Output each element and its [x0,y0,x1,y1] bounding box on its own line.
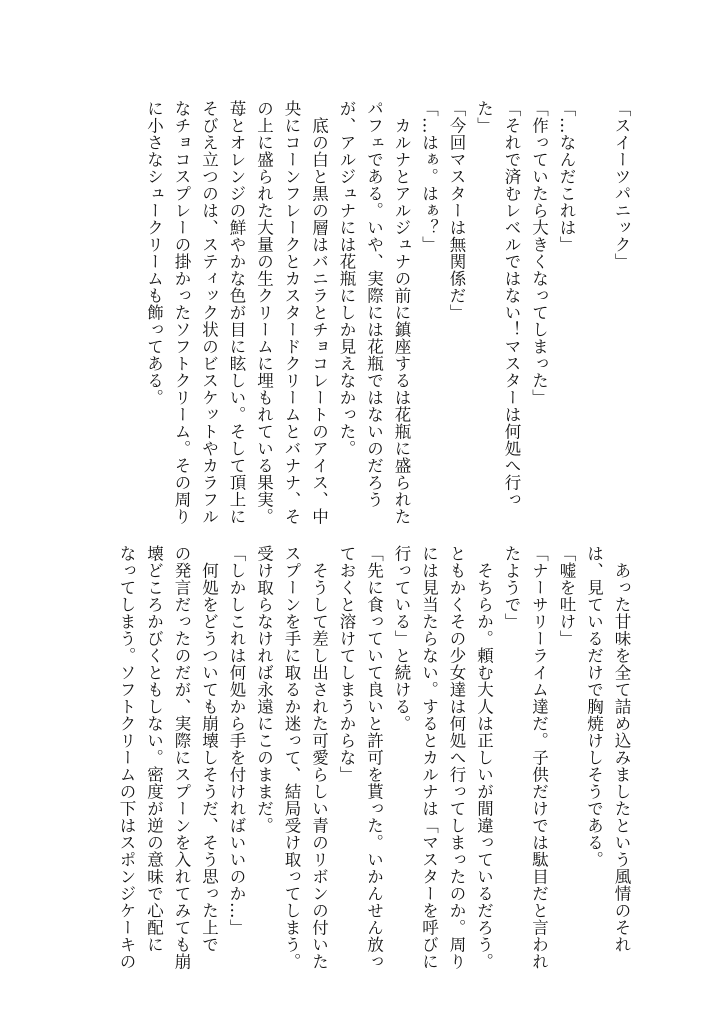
text-line: 行っている」と続ける。 [392,545,411,732]
text-line: が、アルジュナには花瓶にしか見えなかった。 [337,100,356,457]
text-line: 何処をどうついても崩壊しそうだ、そう思った上で [199,545,219,953]
text-block-top [135,100,635,525]
text-line: 「今回マスターは無関係だ」 [447,100,466,321]
text-line: ともかくその少女達は何処へ行ってしまったのか。周り [447,545,466,970]
text-line: 壊どころかびくともしない。密度が逆の意味で心配に [144,545,164,953]
text-line: 「…はぁ。はぁ？」 [419,100,439,253]
text-line: 底の白と黒の層はバニラとチョコレートのアイス、中 [309,100,329,525]
text-line: 「…なんだこれは」 [557,100,576,253]
text-line: は、見ているだけで胸焼けしそうである。 [584,545,604,868]
text-line: そびえ立つのは、スティック状のビスケットやカラフル [199,100,219,525]
text-line: 「しかしこれは何処から手を付ければいいのか…」 [227,545,246,936]
text-line: 「作っていたら大きくなってしまった」 [529,100,549,406]
text-line: なチョコスプレーの掛かったソフトクリーム。その周り [172,100,191,525]
text-line: 受け取らなければ永遠にこのままだ。 [254,545,274,834]
text-line: 「スイーツパニック」 [612,100,631,270]
text-line: なってしまう。ソフトクリームの下はスポンジケーキの [117,545,136,970]
text-line: たようで」 [502,545,521,630]
text-line: た」 [474,100,494,134]
text-line: あった甘味を全て詰め込みましたという風情のそれ [612,545,631,953]
text-line: そちらか。頼む大人は正しいが間違っているだろう。 [474,545,494,970]
text-line: 苺とオレンジの鮮やかな色が目に眩しい。そして頂上に [227,100,246,525]
text-line [580,100,608,480]
text-line: ておくと溶けてしまうからな」 [337,545,356,783]
text-line: には見当たらない。するとカルナは「マスターを呼びに [419,545,439,970]
text-line: の発言だったのだが、実際にスプーンを入れてみても崩 [172,545,191,970]
text-block-bottom [117,545,635,970]
text-line: パフェである。いや、実際には花瓶ではないのだろう [364,100,384,508]
text-line: の上に盛られた大量の生クリームに埋もれている果実。 [254,100,274,525]
text-line: に小さなシュークリームも飾ってある。 [144,100,164,406]
text-line: カルナとアルジュナの前に鎮座するは花瓶に盛られた [392,100,411,525]
text-line: 「それで済むレベルではない！マスターは何処へ行っ [502,100,521,508]
text-line: スプーンを手に取るか迷って、結局受け取ってしまう。 [282,545,301,970]
text-line: 「先に食っていて良いと許可を貰った。いかんせん放っ [364,545,384,970]
text-line: 「ナーサリーライム達だ。子供だけでは駄目だと言われ [529,545,549,970]
text-line: 「嘘を吐け」 [557,545,576,647]
text-line: そうして差し出された可愛らしい青のリボンの付いた [309,545,329,970]
text-line: 央にコーンフレークとカスタードクリームとバナナ、そ [282,100,301,525]
